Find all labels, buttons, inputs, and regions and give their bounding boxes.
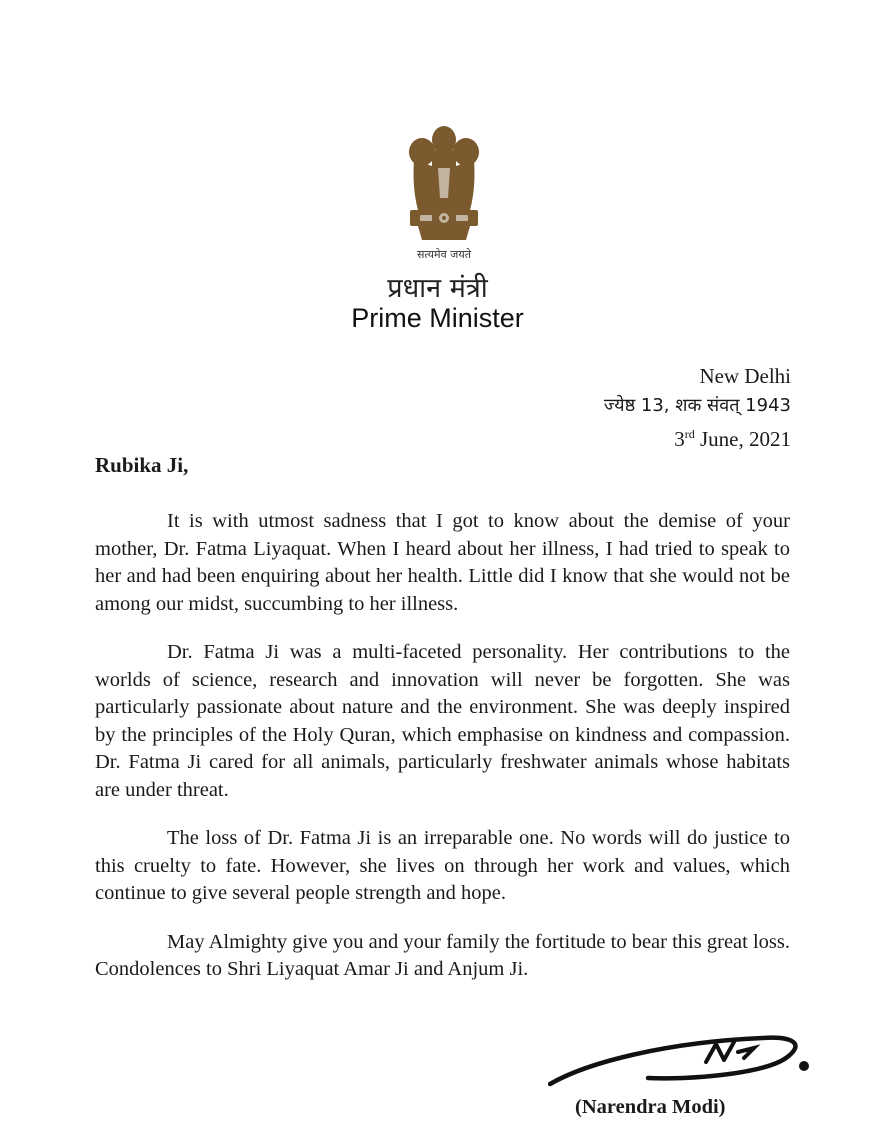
dateline [491,362,791,454]
english-date [491,420,791,454]
paragraph: May Almighty give you and your family the fortitude to bear this great loss. Condolences to Shri Liyaquat Amar Ji and Anjum Ji. [95,930,790,980]
title-hindi: प्रधान मंत्री [387,273,488,304]
hindi-date: ज्येष्ठ 13, शक संवत् 1943 [603,395,791,416]
paragraph: It is with utmost sadness that I got to know about the demise of your mother, Dr. Fatma Liyaquat. When I heard about her illness, I had tried to speak to her and had been enquiring about her health. Little did I know that she would not be among our midst, succumbing to her illness. [95,510,790,615]
paragraph: The loss of Dr. Fatma Ji is an irreparable one. No words will do justice to this cruelty to fate. However, she lives on through her work and values, which continue to give several people strength and hope. [95,827,790,904]
national-emblem-icon [392,118,496,268]
date-suffix: rd [684,427,695,441]
letter-body [95,508,790,1005]
place: New Delhi [699,364,791,388]
salutation: Rubika Ji, [95,453,189,477]
signer-name: (Narendra Modi) [575,1096,726,1118]
title-english: Prime Minister [351,303,524,333]
signature-icon [548,1022,818,1094]
paragraph: Dr. Fatma Ji was a multi-faceted personality. Her contributions to the worlds of science, research and innovation will never be forgotten. She was particularly passionate about nature and the environment. She was deeply inspired by the principles of the Holy Quran, which emphasise on kindness and compassion. Dr. Fatma Ji cared for all animals, particularly freshwater animals whose habitats are under threat. [95,641,790,801]
emblem-motto: सत्यमेव जयते [416,248,472,261]
date-day: 3 [674,427,685,451]
date-month-year: June, 2021 [694,427,791,451]
